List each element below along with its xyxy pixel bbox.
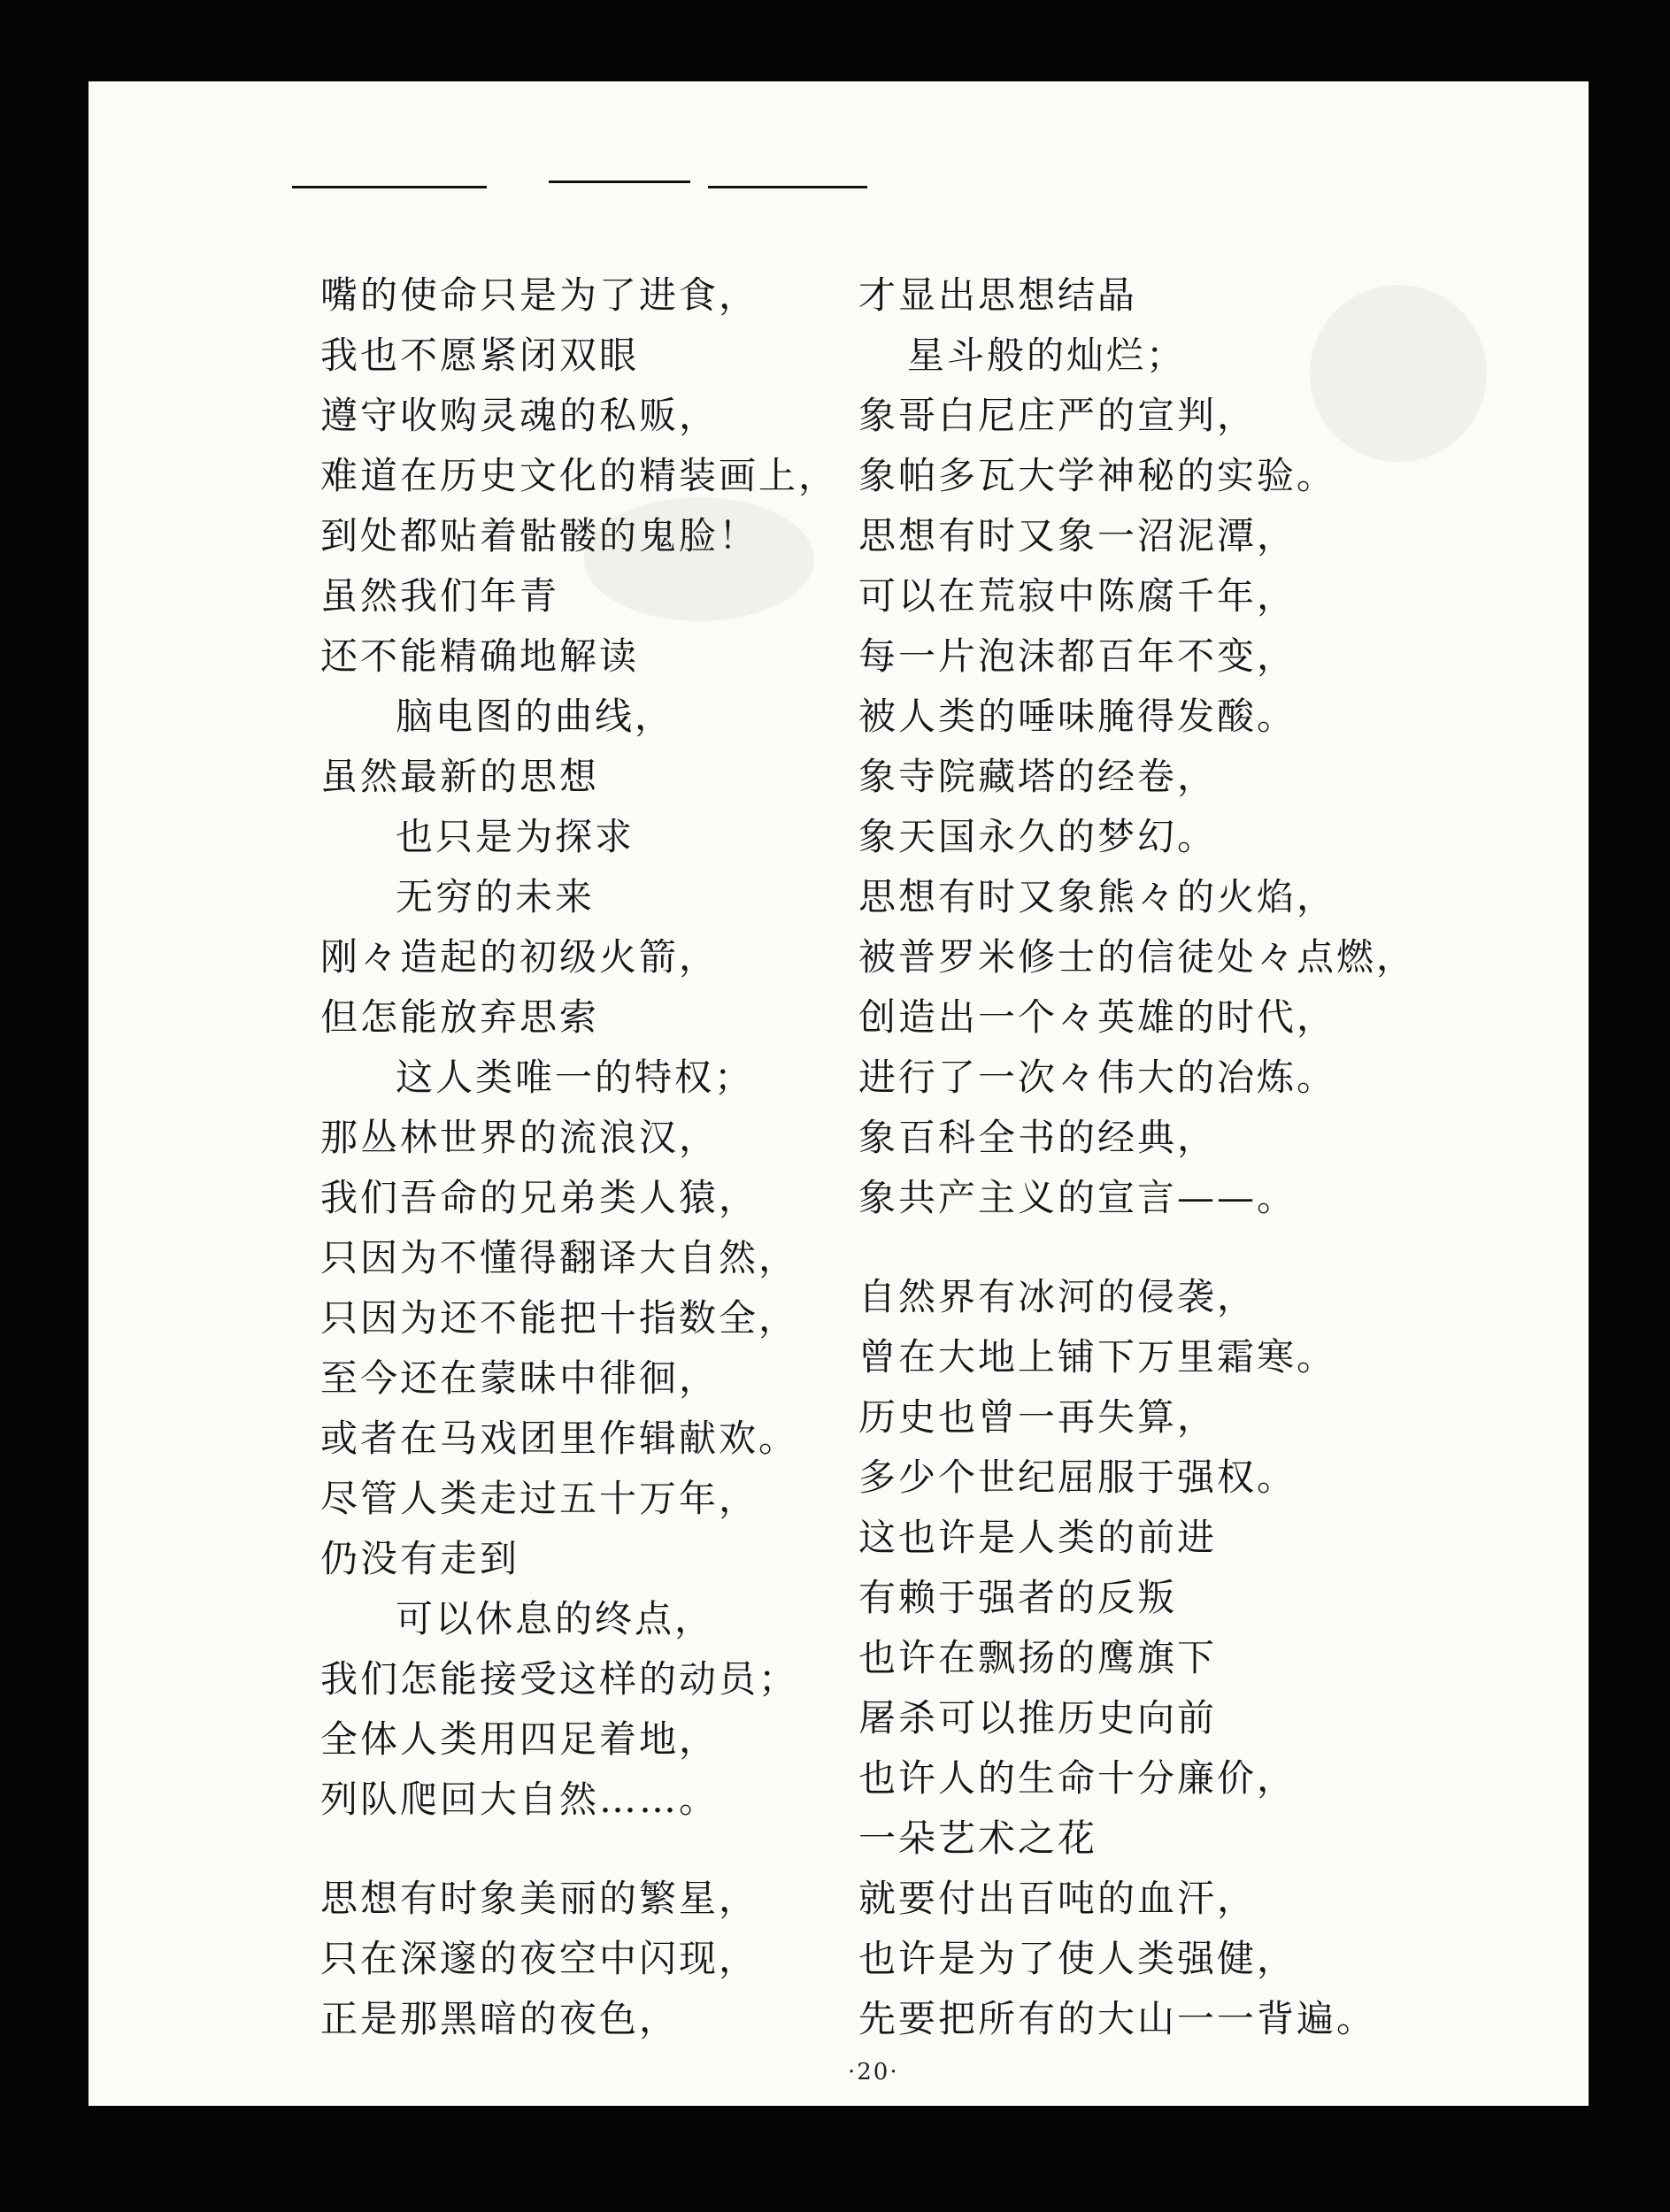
poem-line: 象帕多瓦大学神秘的实验。 xyxy=(858,454,1337,497)
poem-line: 只因为还不能把十指数全， xyxy=(320,1296,799,1340)
poem-line: 象百科全书的经典， xyxy=(858,1116,1218,1159)
poem-line: 遵守收购灵魂的私贩， xyxy=(320,394,720,437)
poem-line: 被普罗米修士的信徒处々点燃， xyxy=(858,935,1417,979)
poem-line: 只因为不懂得翻译大自然， xyxy=(320,1236,799,1279)
poem-line: 创造出一个々英雄的时代， xyxy=(858,995,1337,1039)
poem-line: 或者在马戏团里作辑献欢。 xyxy=(320,1417,799,1460)
top-rule xyxy=(292,186,487,188)
poem-line: 正是那黑暗的夜色， xyxy=(320,1997,680,2040)
poem-line: 象寺院藏塔的经卷， xyxy=(858,755,1218,798)
poem-line xyxy=(320,1830,940,1869)
left-column xyxy=(320,265,940,2049)
poem-line: 也只是为探求 xyxy=(396,815,635,858)
poem-line: 全体人类用四足着地， xyxy=(320,1717,720,1761)
poem-line: 一朵艺术之花 xyxy=(858,1816,1098,1860)
poem-line: 我们怎能接受这样的动员； xyxy=(320,1657,799,1701)
poem-line: 先要把所有的大山一一背遍。 xyxy=(858,1997,1377,2040)
poem-line: 这也许是人类的前进 xyxy=(858,1516,1218,1559)
poem-line: 至今还在蒙昧中徘徊， xyxy=(320,1356,720,1400)
poem-line: 思想有时象美丽的繁星， xyxy=(320,1877,759,1920)
poem-line: 刚々造起的初级火箭， xyxy=(320,935,720,979)
poem-line: 思想有时又象一沼泥潭， xyxy=(858,514,1297,557)
poem-line: 只在深邃的夜空中闪现， xyxy=(320,1937,759,1980)
poem-line: 象共产主义的宣言——。 xyxy=(858,1176,1297,1219)
poem-line: 也许是为了使人类强健， xyxy=(858,1937,1297,1980)
poem-line: 仍没有走到 xyxy=(320,1537,520,1580)
poem-line: 可以在荒寂中陈腐千年， xyxy=(858,574,1297,618)
poem-line: 那丛林世界的流浪汉， xyxy=(320,1116,720,1159)
poem-line: 这人类唯一的特权； xyxy=(396,1056,755,1099)
right-column xyxy=(858,265,1531,2049)
poem-line: 象天国永久的梦幻。 xyxy=(858,815,1218,858)
poem-line: 象哥白尼庄严的宣判， xyxy=(858,394,1258,437)
poem-line: 也许在飘扬的鹰旗下 xyxy=(858,1636,1218,1679)
top-rule xyxy=(549,180,690,183)
poem-line: 思想有时又象熊々的火焰， xyxy=(858,875,1337,918)
poem-line: 脑电图的曲线， xyxy=(396,695,675,738)
poem-line: 我们吾命的兄弟类人猿， xyxy=(320,1176,759,1219)
poem-line: 无穷的未来 xyxy=(396,875,596,918)
poem-line: 自然界有冰河的侵袭， xyxy=(858,1275,1258,1318)
poem-line: 多少个世纪屈服于强权。 xyxy=(858,1455,1297,1499)
top-rule xyxy=(708,186,867,188)
poem-line: 被人类的唾味腌得发酸。 xyxy=(858,695,1297,738)
poem-line: 有赖于强者的反叛 xyxy=(858,1576,1178,1619)
poem-line: 嘴的使命只是为了进食， xyxy=(320,273,759,317)
poem-line: 也许人的生命十分廉价， xyxy=(858,1756,1297,1800)
paper-sheet xyxy=(89,81,1589,2106)
poem-line: 进行了一次々伟大的冶炼。 xyxy=(858,1056,1337,1099)
poem-line: 可以休息的终点， xyxy=(396,1597,715,1640)
poem-line: 每一片泡沫都百年不变， xyxy=(858,634,1297,678)
poem-line: 到处都贴着骷髅的鬼脸！ xyxy=(320,514,759,557)
poem-line: 我也不愿紧闭双眼 xyxy=(320,334,640,377)
poem-line: 就要付出百吨的血汗， xyxy=(858,1877,1258,1920)
poem-line: 难道在历史文化的精装画上， xyxy=(320,454,839,497)
poem-line: 但怎能放弃思索 xyxy=(320,995,600,1039)
poem-line: 屠杀可以推历史向前 xyxy=(858,1696,1218,1740)
poem-line: 列队爬回大自然……。 xyxy=(320,1778,720,1821)
poem-line: 虽然最新的思想 xyxy=(320,755,600,798)
poem-line xyxy=(858,1228,1531,1267)
poem-line: 曾在大地上铺下万里霜寒。 xyxy=(858,1335,1337,1379)
poem-line: 尽管人类走过五十万年， xyxy=(320,1477,759,1520)
poem-line: 星斗般的灿烂； xyxy=(907,334,1187,377)
poem-line: 还不能精确地解读 xyxy=(320,634,640,678)
poem-line: 历史也曾一再失算， xyxy=(858,1395,1218,1439)
poem-line: 虽然我们年青 xyxy=(320,574,560,618)
poem-line: 才显出思想结晶 xyxy=(858,273,1138,317)
page-number: ·20· xyxy=(848,2059,899,2085)
